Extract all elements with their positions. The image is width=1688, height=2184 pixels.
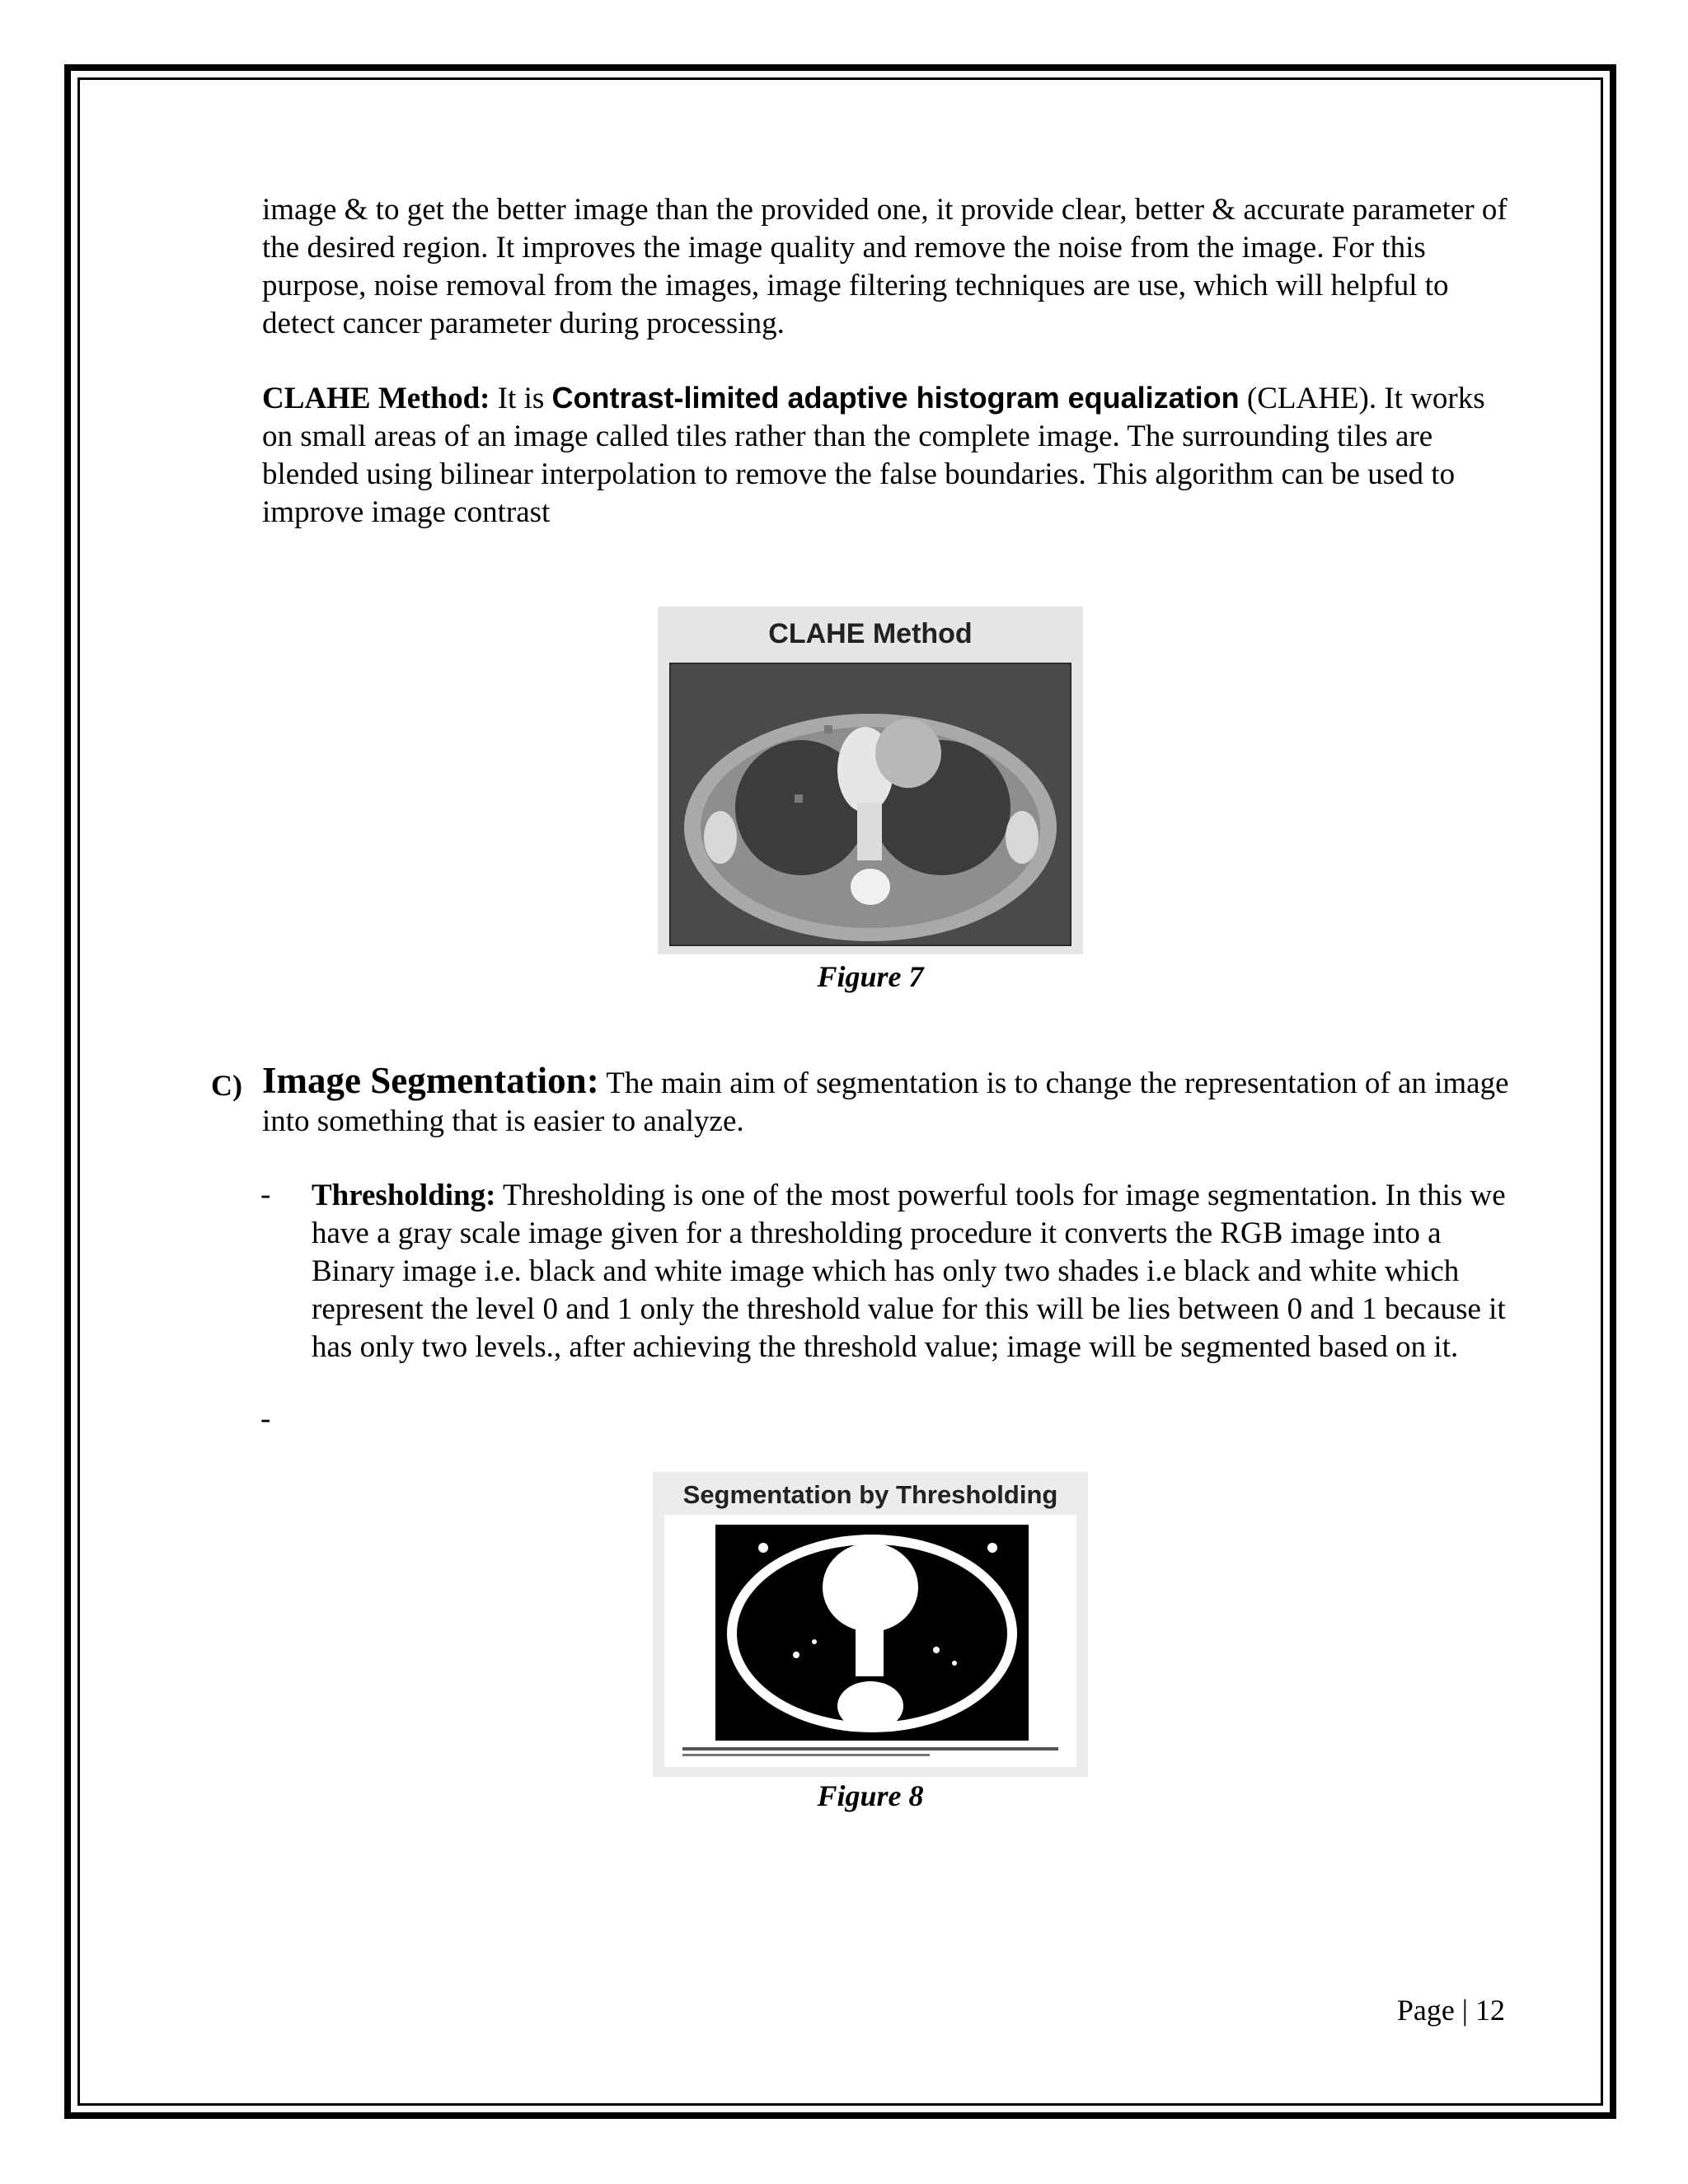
clahe-term: Contrast-limited adaptive histogram equalization [551, 381, 1240, 415]
ct-scan-threshold-icon [664, 1515, 1076, 1767]
section-c-letter: C) [211, 1069, 242, 1102]
figure-7-title: CLAHE Method [768, 618, 973, 649]
figure-7-caption: Figure 7 [817, 960, 924, 993]
clahe-label: CLAHE Method: [262, 382, 490, 415]
figure-8-caption: Figure 8 [817, 1779, 924, 1812]
clahe-term-abbrev: (CLAHE). [1239, 382, 1377, 415]
figure-8-title: Segmentation by Thresholding [682, 1480, 1058, 1509]
thresholding-body: Thresholding is one of the most powerful tools for image segmentation. In this we have a gray scale image given for a thresholding procedure it converts the RGB image into a Binary image i.e. black and white image which has only two shades i.e black and white which represent the level 0 and 1 only the threshold value for this will be lies between 0 and 1 because it has only two levels., after achieving the threshold value; image will be segmented based on it. [312, 1179, 1506, 1364]
thresholding-label: Thresholding: [312, 1179, 496, 1212]
section-c-title: Image Segmentation: [262, 1060, 599, 1101]
clahe-lead: It is [490, 382, 552, 415]
page-number: Page | 12 [1396, 1994, 1505, 2027]
thresholding-paragraph [312, 1177, 1520, 1366]
clahe-paragraph [262, 379, 1515, 532]
clahe-body: It works on small areas of an image called tiles rather than the complete image. The surrounding tiles are blended using bilinear interpolation to remove the false boundaries. This algorithm can be used to improve image contrast [262, 382, 1485, 529]
section-c-paragraph [262, 1062, 1515, 1141]
figure-7-clahe-image [658, 607, 1083, 954]
ct-scan-clahe-icon [669, 663, 1071, 946]
section-c-body: The main aim of segmentation is to change the representation of an image into something that is easier to analyze. [262, 1066, 1509, 1138]
thresholding-bullet: - [260, 1178, 271, 1212]
intro-paragraph: image & to get the better image than the provided one, it provide clear, better & accurate parameter of the desired region. It improves the image quality and remove the noise from the image. For this purpose, noise removal from the images, image filtering techniques are use, which will helpful to detect cancer parameter during processing. [262, 193, 1507, 340]
figure-8-thresholding-image [653, 1472, 1088, 1777]
empty-bullet: - [260, 1402, 271, 1436]
